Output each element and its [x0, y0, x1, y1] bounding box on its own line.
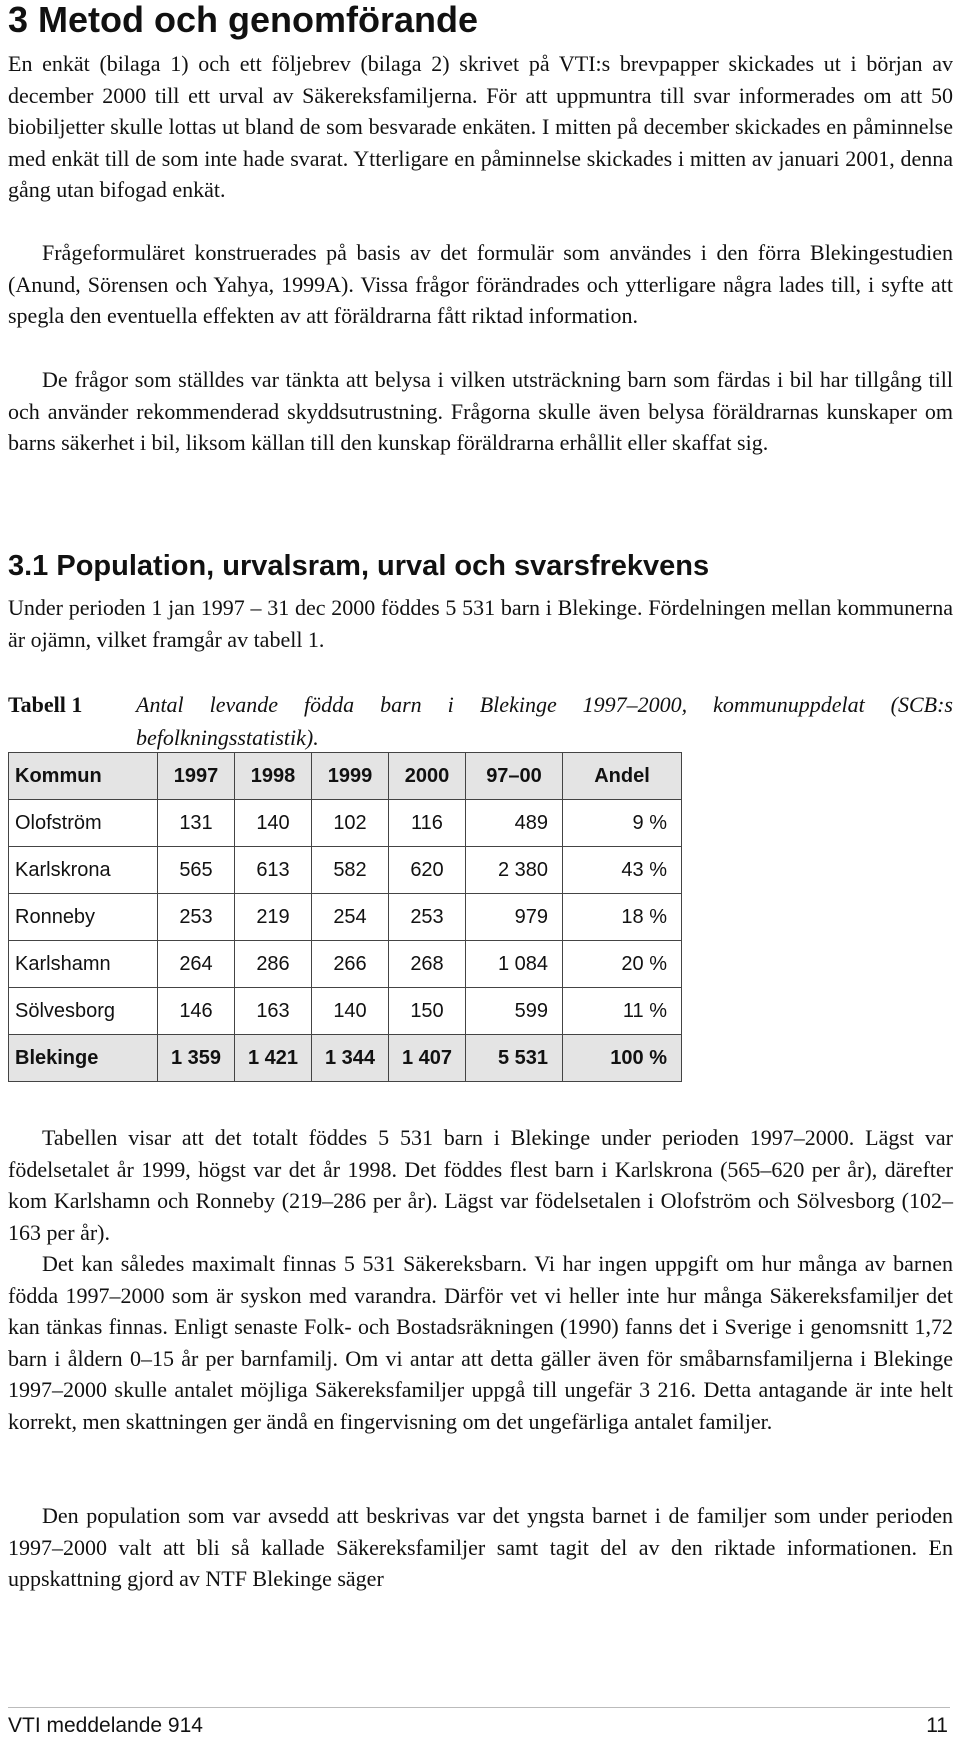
cell-andel: 43 % — [563, 847, 682, 894]
cell-1999: 1 344 — [312, 1035, 389, 1082]
cell-1998: 140 — [235, 800, 312, 847]
cell-2000: 620 — [389, 847, 466, 894]
table-header-row — [9, 753, 682, 800]
cell-1999: 266 — [312, 941, 389, 988]
cell-1998: 613 — [235, 847, 312, 894]
cell-total-period: 599 — [466, 988, 563, 1035]
cell-andel: 9 % — [563, 800, 682, 847]
paragraph-population-definition: Den population som var avsedd att beskrivas var det yngsta barnet i de familjer som under perioden 1997–2000 valt att bli så kallade Säkereksfamiljer samt tagit del av den riktade informationen. En uppskattning gjord av NTF Blekinge säger — [8, 1503, 953, 1591]
cell-1997: 146 — [158, 988, 235, 1035]
paragraph-population-intro: Under perioden 1 jan 1997 – 31 dec 2000 föddes 5 531 barn i Blekinge. Fördelningen mellan kommunerna är ojämn, vilket framgår av tabell 1. — [8, 595, 953, 652]
cell-1999: 254 — [312, 894, 389, 941]
cell-2000: 268 — [389, 941, 466, 988]
cell-1997: 131 — [158, 800, 235, 847]
paragraph-questions: De frågor som ställdes var tänkta att belysa i vilken utsträckning barn som färdas i bil har tillgång till och använder rekommenderad skyddsutrustning. Frågorna skulle även belysa föräldrarnas kunskaper om barns säkerhet i bil, liksom källan till den kunskap föräldrarna erhållit eller skaffat sig. — [8, 367, 953, 455]
cell-2000: 253 — [389, 894, 466, 941]
section-heading: 3 Metod och genomförande — [8, 0, 479, 40]
cell-kommun: Sölvesborg — [9, 988, 158, 1035]
cell-2000: 1 407 — [389, 1035, 466, 1082]
cell-kommun: Ronneby — [9, 894, 158, 941]
header-2000: 2000 — [389, 753, 466, 800]
footer-divider — [8, 1707, 950, 1708]
footer-page-number: 11 — [926, 1714, 948, 1737]
cell-1997: 565 — [158, 847, 235, 894]
cell-1998: 163 — [235, 988, 312, 1035]
births-table — [8, 752, 682, 1082]
cell-1998: 219 — [235, 894, 312, 941]
cell-andel: 100 % — [563, 1035, 682, 1082]
table-caption-label: Tabell 1 — [8, 692, 83, 717]
footer-publication: VTI meddelande 914 — [8, 1714, 203, 1737]
cell-total-period: 979 — [466, 894, 563, 941]
paragraph-family-estimate: Det kan således maximalt finnas 5 531 Säkereksbarn. Vi har ingen uppgift om hur många av barnen födda 1997–2000 som är syskon med varandra. Därför vet vi heller inte hur många Säkereksfamiljer det kan tänkas finnas. Enligt senaste Folk- och Bostadsräkningen (1990) fanns det i Sverige i genomsnitt 1,72 barn i åldern 0–15 år per barnfamilj. Om vi antar att detta gäller även för småbarnsfamiljerna i Blekinge 1997–2000 skulle antalet möjliga Säkereksfamiljer uppgå till ungefär 3 216. Detta antagande är inte helt korrekt, men skattningen ger ändå en fingervisning om det ungefärliga antalet familjer. — [8, 1251, 953, 1434]
table-row — [9, 847, 682, 894]
cell-1999: 102 — [312, 800, 389, 847]
header-1999: 1999 — [312, 753, 389, 800]
cell-kommun: Olofström — [9, 800, 158, 847]
cell-andel: 18 % — [563, 894, 682, 941]
paragraph-table-summary: Tabellen visar att det totalt föddes 5 531 barn i Blekinge under perioden 1997–2000. Lägst var födelsetalet år 1999, högst var det år 1998. Det föddes flest barn i Karlskrona (565–620 per år), därefter kom Karlshamn och Ronneby (219–286 per år). Lägst var födelsetalen i Olofström och Sölvesborg (102–163 per år). — [8, 1125, 953, 1245]
header-kommun: Kommun — [9, 753, 158, 800]
header-1997: 1997 — [158, 753, 235, 800]
cell-1998: 1 421 — [235, 1035, 312, 1082]
table-row — [9, 941, 682, 988]
cell-kommun: Karlskrona — [9, 847, 158, 894]
paragraph-questionnaire: Frågeformuläret konstruerades på basis av det formulär som användes i den förra Blekingestudien (Anund, Sörensen och Yahya, 1999A). Vissa frågor förändrades och ytterligare några lades till, i syfte att spegla den eventuella effekten av att föräldrarna fått riktad information. — [8, 240, 953, 328]
paragraph-survey-method: En enkät (bilaga 1) och ett följebrev (bilaga 2) skrivet på VTI:s brevpapper skickades ut i början av december 2000 till ett urval av Säkereksfamiljerna. För att uppmuntra till svar informerades om att 50 biobiljetter skulle lottas ut bland de som besvarade enkäten. I mitten på december skickades en påminnelse med enkät till de som inte hade svarat. Ytterligare en påminnelse skickades i mitten av januari 2001, denna gång utan bifogad enkät. — [8, 51, 953, 202]
cell-1999: 582 — [312, 847, 389, 894]
table-caption-text: Antal levande födda barn i Blekinge 1997–2000, kommunuppdelat (SCB:s befolkningsstatistik). — [136, 692, 953, 750]
table-total-row — [9, 1035, 682, 1082]
header-total-period: 97–00 — [466, 753, 563, 800]
subsection-heading: 3.1 Population, urvalsram, urval och svarsfrekvens — [8, 550, 710, 582]
cell-1997: 1 359 — [158, 1035, 235, 1082]
cell-1997: 253 — [158, 894, 235, 941]
cell-2000: 150 — [389, 988, 466, 1035]
cell-kommun: Karlshamn — [9, 941, 158, 988]
cell-1997: 264 — [158, 941, 235, 988]
cell-total-period: 2 380 — [466, 847, 563, 894]
cell-total-period: 5 531 — [466, 1035, 563, 1082]
header-andel: Andel — [563, 753, 682, 800]
cell-total-period: 489 — [466, 800, 563, 847]
cell-1999: 140 — [312, 988, 389, 1035]
cell-1998: 286 — [235, 941, 312, 988]
cell-andel: 11 % — [563, 988, 682, 1035]
table-row — [9, 894, 682, 941]
table-row — [9, 800, 682, 847]
cell-total-period: 1 084 — [466, 941, 563, 988]
table-row — [9, 988, 682, 1035]
cell-kommun: Blekinge — [9, 1035, 158, 1082]
header-1998: 1998 — [235, 753, 312, 800]
cell-2000: 116 — [389, 800, 466, 847]
cell-andel: 20 % — [563, 941, 682, 988]
